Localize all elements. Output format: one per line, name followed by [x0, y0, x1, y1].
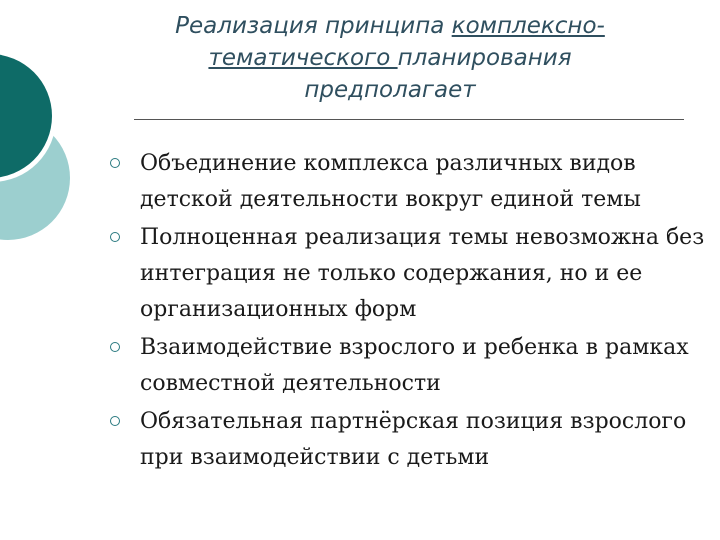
hollow-circle-bullet-icon — [110, 158, 120, 168]
bullet-item — [108, 330, 708, 402]
bullet-text: Полноценная реализация темы невозможна без интеграция не только содержания, но и ее организационных форм — [140, 225, 705, 322]
hollow-circle-bullet-icon — [110, 232, 120, 242]
title-line2-underlined: тематического — [208, 45, 398, 71]
title-divider — [134, 119, 684, 120]
hollow-circle-bullet-icon — [110, 416, 120, 426]
title-line2: планирования — [397, 45, 572, 71]
title-line3: предполагает — [304, 77, 476, 103]
slide-title — [150, 10, 630, 106]
bullet-list — [108, 146, 708, 478]
bullet-text: Взаимодействие взрослого и ребенка в рамках совместной деятельности — [140, 335, 689, 396]
bullet-text: Обязательная партнёрская позиция взрослого при взаимодействии с детьми — [140, 409, 687, 470]
bullet-item — [108, 404, 708, 476]
title-line1-underlined: комплексно- — [451, 13, 605, 39]
title-line1: Реализация принципа — [175, 13, 452, 39]
bullet-text: Объединение комплекса различных видов детской деятельности вокруг единой темы — [140, 151, 641, 212]
bullet-item — [108, 220, 708, 328]
hollow-circle-bullet-icon — [110, 342, 120, 352]
bullet-item — [108, 146, 708, 218]
